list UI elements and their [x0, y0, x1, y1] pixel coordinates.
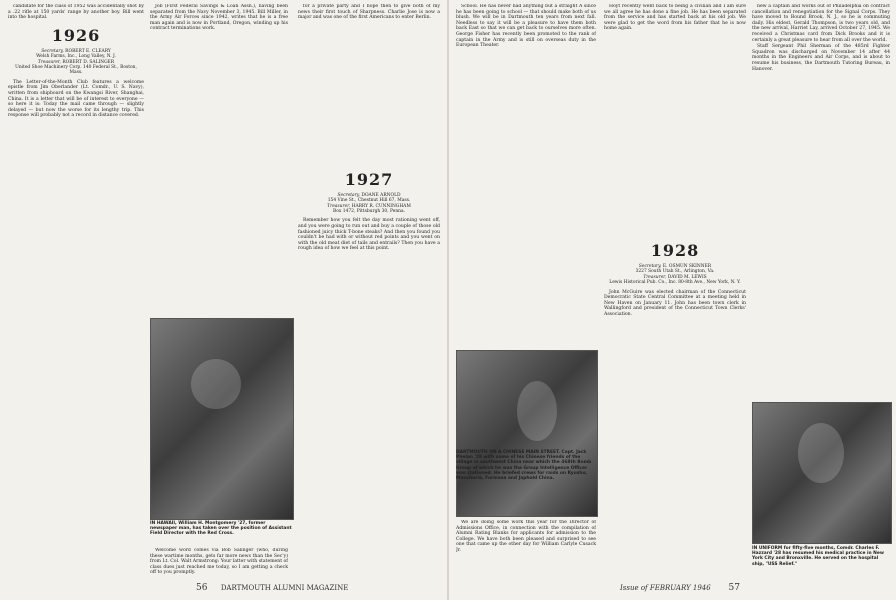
secretary-name: ROBERT E. CLEARY	[65, 48, 111, 54]
treasurer-block	[298, 204, 440, 215]
secretary-block	[298, 193, 440, 204]
secretary-name: DOANE ARNOLD	[361, 192, 401, 198]
magazine-title: DARTMOUTH ALUMNI MAGAZINE	[220, 584, 349, 592]
class-year: 1928	[650, 240, 700, 260]
column-body: School. He has never had anything but a straight A since he has been going to school — that should make both of us blush. We will be in Dartmouth ten years from next fall. Needless to say it will be a pleasure to have them both back East so that we can get back to ourselves more often. George Fisher has recently been promoted to the rank of captain in the Army and is still on overseas duty in the European Theater.	[456, 4, 596, 49]
secretary-block	[604, 264, 746, 275]
photo-highlight	[517, 381, 557, 441]
column-body: new a captain and works out of Philadelphia on contract cancellation and renegotiation for the Signal Corps. They have moved to Bound Brook, N. J., so he is commuting daily. His eldest, Gerald Thompson, is two years old, and the new arrival, Harriet Lay, arrived October 27, 1945. We received a Christmas card from Dick Brooks and it is certainly a great pleasure to hear from all over the world.	[752, 4, 890, 43]
class-year: 1927	[344, 169, 394, 189]
hawaii-photo	[150, 318, 294, 520]
treasurer-name: HARRY R. CUNNINGHAM	[351, 203, 411, 209]
china-photo-caption: DARTMOUTH ON A CHINESE MAIN STREET. Capt. Jack Phelan '28 with some of his Chinese friends of the village in southwest China near which the 468th Bomb Group of which he was the Group Intelligence Officer was stationed. He briefed crews for raids on Kyushu, Manchuria, Formosa and Japhold China.	[456, 450, 592, 482]
hawaii-photo-caption: IN HAWAII, William H. Montgomery '27, former newspaper man, has taken over the position of Assistant Field Director with the Red Cross.	[150, 521, 292, 537]
column-body: Welcome word comes via Bob Salinger (who, during these wartime months, gets far more news than the Sec'y) from Lt. Col. Walt Armstrong: Your latter with statement of class dues just reached me today, so I am getting a check off to you promptly.	[150, 548, 288, 576]
treasurer-address: Box 1472, Pittsburgh 30, Penna.	[332, 209, 406, 214]
column-body: Job (First Federal Savings & Loan Assn.), having been separated from the Navy November 3, 1945. Bill Miller, in the Army Air Forces since 1942, writes that he is a free man again and is now in Portland, Oregon, winding up his contract terminations work.	[150, 4, 288, 32]
class-heading-1928	[604, 242, 746, 260]
intro-paragraph: candidate for the class of 1952 was accidentally shot by a .22 rifle at 150 yards' range by another boy. Bill went into the hospital.	[8, 4, 144, 21]
left-column-2-top	[150, 4, 288, 314]
column-body: John McGuire was elected chairman of the Connecticut Democratic State Central Committee at a meeting held in New Haven on January 11. John has been town clerk in Wallingford and president of the Connecticut Town Clerks' Association.	[604, 289, 746, 317]
page-number: 57	[728, 583, 740, 593]
secretary-address: 3227 South Utah St., Arlington, Va.	[635, 269, 715, 275]
secretary-address: Welsh Farms, Inc., Long Valley, N. J.	[36, 54, 116, 60]
column-body: for a private party and I hope then to give both of my news their first touch of Sharpness. Charlie Jose is now a major and was one of the first Americans to enter Berlin.	[298, 4, 440, 21]
page-gutter	[447, 0, 449, 600]
uniform-photo-caption: IN UNIFORM for fifty-five months, Comdr. Charles F. Hazzard '28 has resumed his medical practice in New York City and Bronxville. He served on the hospital ship, "USS Relief."	[752, 546, 884, 567]
uniform-photo	[752, 402, 892, 544]
right-column-2	[604, 4, 746, 579]
secretary-name: E. OSMUN SKINNER	[662, 263, 712, 269]
column-body: Hoyt recently went back to being a civilian and I am sure we all agree he has done a fine job. He has been separated from the service and has started back at his old job. We were glad to get the word from his father that he is now home again.	[604, 4, 746, 32]
treasurer-name: ROBERT D. SALINGER	[62, 59, 115, 65]
photo-highlight	[798, 423, 844, 483]
left-page-footer	[196, 583, 348, 593]
secretary-role: Secretary,	[41, 48, 64, 54]
treasurer-role: Treasurer,	[643, 274, 667, 280]
column-body: Staff Sergeant Phil Sherman of the 485rd Fighter Squadron was discharged on November 14 after 44 months in the Engineers and Air Corps, and is about to resume his business, the Dartmouth Tutoring Bureau, in Hanover.	[752, 44, 890, 72]
secretary-block	[8, 49, 144, 60]
china-street-photo	[456, 350, 598, 517]
treasurer-block	[8, 60, 144, 76]
secretary-role: Secretary,	[638, 263, 662, 269]
treasurer-role: Treasurer,	[327, 203, 351, 209]
left-column-1	[8, 4, 144, 579]
photo-highlight	[191, 359, 241, 409]
issue-date: Issue of FEBRUARY 1946	[620, 584, 711, 592]
treasurer-role: Treasurer,	[37, 59, 61, 65]
page-number: 56	[196, 583, 208, 593]
left-column-3	[298, 4, 440, 579]
left-column-2-bottom	[150, 548, 288, 580]
treasurer-address: United Shoe Machinery Corp. 140 Federal St., Boston, Mass.	[15, 65, 137, 76]
treasurer-block	[604, 275, 746, 286]
class-heading-1927	[298, 171, 440, 189]
secretary-address: 154 Vine St., Chestnut Hill 67, Mass.	[327, 198, 411, 204]
secretary-role: Secretary,	[337, 192, 361, 198]
treasurer-address: Lewis Historical Pub. Co., Inc. 80-8th Ave., New York, N. Y.	[609, 280, 741, 286]
treasurer-name: DAVID M. LEWIS	[667, 274, 707, 280]
right-column-1-top	[456, 4, 596, 344]
class-heading-1926	[8, 27, 144, 45]
column-body: We are doing some work this year for the Director of Admissions Office, in connection with the compilation of Alumni Rating Blanks for applicants for admission to the College. We have both been pleased and surprised to see one that came up the other day for William Carlyle Cusack Jr.	[456, 520, 596, 553]
class-year: 1926	[51, 25, 101, 45]
right-column-1-bottom	[456, 520, 596, 578]
column-body: The Letter-of-the-Month Club features a welcome epistle from Jim Oberlander (Lt. Comdr., U. S. Navy), written from shipboard on the Kwangsi River, Shanghai, China. It is a letter that will be of interest to everyone — so here it is: Today the mail came through — slightly delayed — but now the worse for its lengthy trip. This response will probably not a record in distance covered.	[8, 79, 144, 119]
right-page-footer	[620, 583, 740, 593]
column-body: Remember how you felt the day most rationing went off, and you were going to run out and buy a couple of those old fashioned juicy thick T-bone steaks? And then you found you couldn't be had with or without red points and you went on with the old meat diet of tails and entrails? Then you have a rough idea of how we feel at this point.	[298, 218, 440, 252]
right-column-3-top	[752, 4, 890, 324]
